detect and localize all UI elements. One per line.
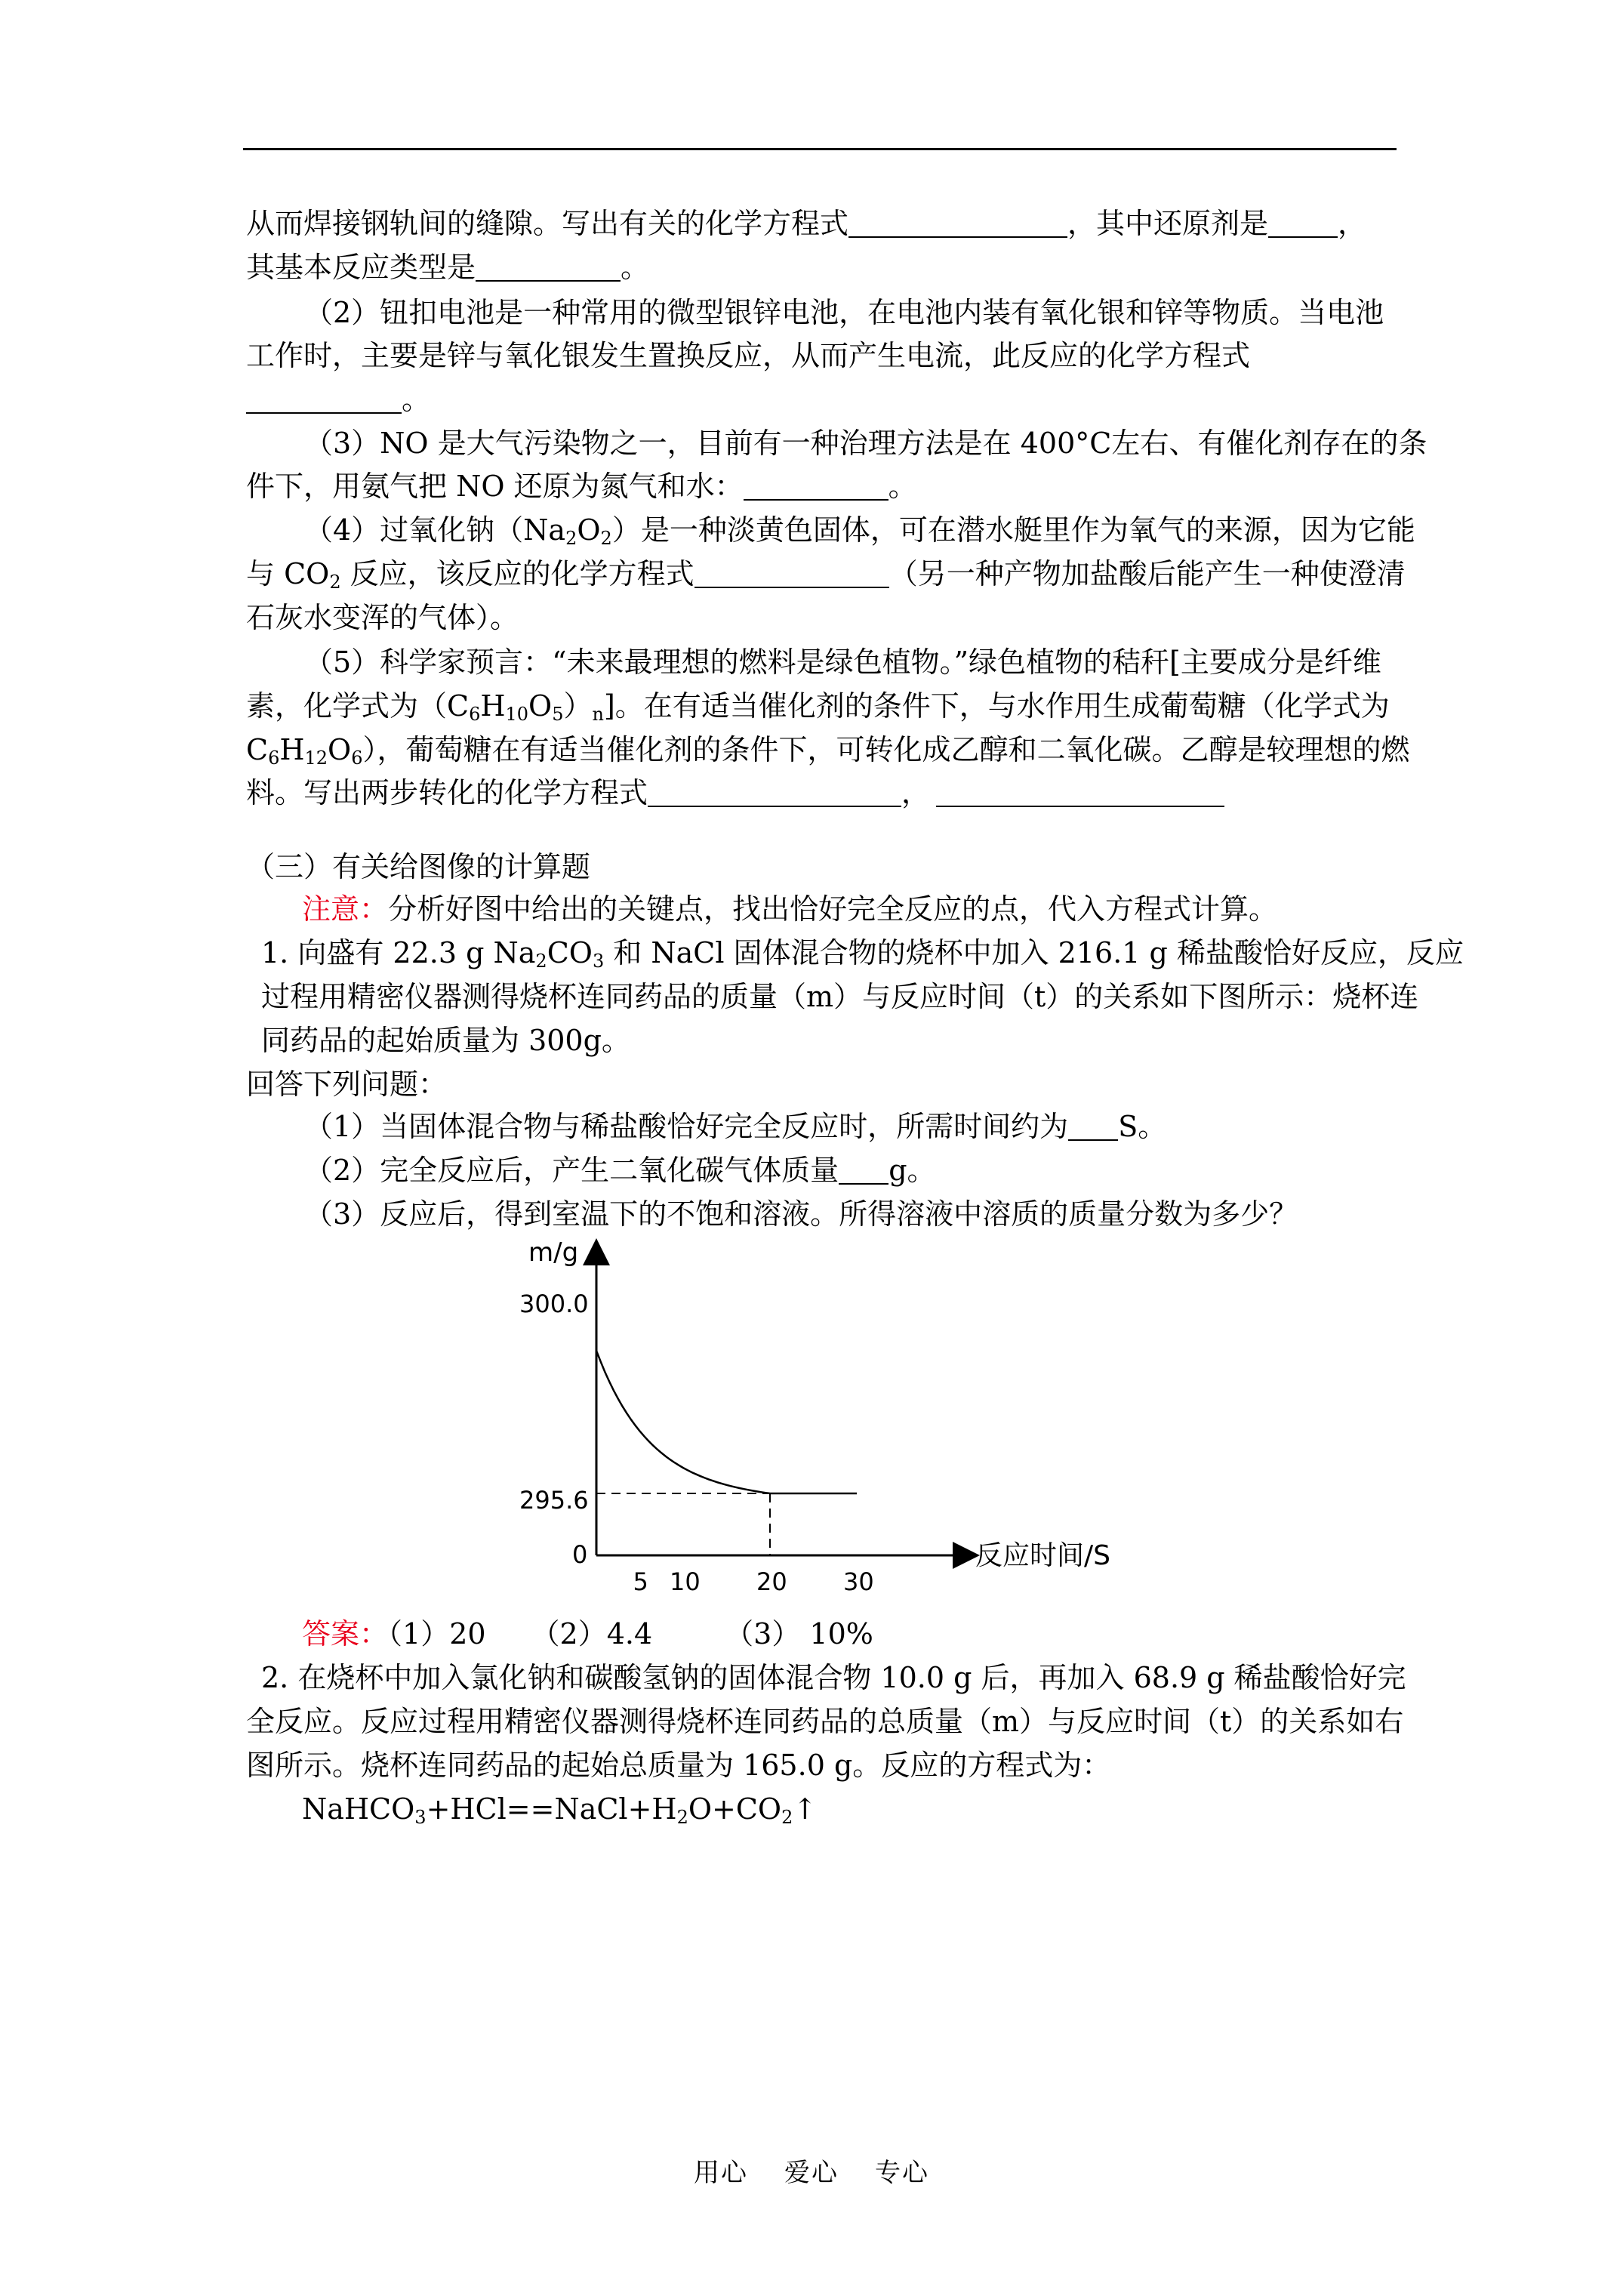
x-tick-label: 5 <box>633 1567 648 1596</box>
problem1-line1: 1. 向盛有 22.3 g $Na_2CO_3$ 和 NaCl 固体混合物的烧杯中加入 216.1 g 稀盐酸恰好反应，反应 <box>261 936 1464 972</box>
answer-blank <box>848 206 1067 238</box>
footer-word-1: 用心 <box>694 2158 748 2188</box>
q2-line3: 。 <box>246 381 430 418</box>
note-line: 注意：分析好图中给出的关键点，找出恰好完全反应的点，代入方程式计算。 <box>302 892 1278 926</box>
problem2-line3: 图所示。烧杯连同药品的起始总质量为 165.0 g。反应的方程式为： <box>246 1749 1111 1782</box>
sub-question-3: （3）反应后，得到室温下的不饱和溶液。所得溶液中溶质的质量分数为多少？ <box>304 1197 1298 1231</box>
sub-question-1: （1）当固体混合物与稀盐酸恰好完全反应时，所需时间约为 S。 <box>304 1110 1167 1143</box>
answer-blank <box>694 556 889 588</box>
sub-question-2: （2）完全反应后，产生二氧化碳气体质量 g。 <box>304 1154 936 1187</box>
q4-line1: （4）过氧化钠$(Na_2O_2)$是一种淡黄色固体，可在潜水艇里作为氧气的来源，因为它能 <box>304 513 1415 549</box>
problem1-line4: 回答下列问题： <box>246 1068 448 1101</box>
footer-word-2: 爱心 <box>784 2158 839 2188</box>
q5-line1: （5）科学家预言：“未来最理想的燃料是绿色植物。”绿色植物的秸秆[主要成分是纤维 <box>304 646 1381 679</box>
answer-blank <box>246 382 402 414</box>
q4-line2: 与 $CO_2$ 反应，该反应的化学方程式 （另一种产物加盐酸后能产生一种使澄清 <box>246 557 1406 593</box>
note-label: 注意： <box>302 892 389 926</box>
reaction-equation: $NaHCO_3+HCl==NaCl+H_2O+CO_2↑$ <box>302 1792 818 1828</box>
answer-blank <box>936 775 1224 807</box>
q5-line2: 素，化学式为$(C_6H_{10}O_5)_n$]。在有适当催化剂的条件下，与水作用生成葡萄糖（化学式为 <box>246 689 1390 725</box>
answer-blank <box>744 469 888 501</box>
x-tick-label: 30 <box>843 1567 874 1596</box>
y-axis-label: m/g <box>528 1237 579 1268</box>
q5-line4: 料。写出两步转化的化学方程式 ， <box>246 775 1224 811</box>
footer <box>0 2152 1623 2189</box>
answer-blank <box>1268 206 1338 238</box>
answer-blank <box>839 1153 888 1185</box>
q2-line1: （2）钮扣电池是一种常用的微型银锌电池，在电池内装有氧化银和锌等物质。当电池 <box>304 296 1384 329</box>
mass-time-chart <box>498 1237 1110 1601</box>
problem2-line2: 全反应。反应过程用精密仪器测得烧杯连同药品的总质量（m）与反应时间（t）的关系如右 <box>246 1705 1404 1738</box>
answer-blank <box>476 250 621 282</box>
para1-line2: 其基本反应类型是 。 <box>246 251 650 284</box>
answer-blank <box>1068 1109 1118 1141</box>
answer-blank <box>648 775 901 807</box>
answer-label: 答案： <box>302 1617 389 1650</box>
y-tick-label-0: 0 <box>572 1540 588 1569</box>
q3-line1: （3）NO 是大气污染物之一，目前有一种治理方法是在 400°C左右、有催化剂存在的条 <box>304 427 1427 460</box>
y-tick-label-295: 295.6 <box>519 1486 589 1515</box>
header-rule <box>243 148 1397 150</box>
section-heading: （三）有关给图像的计算题 <box>246 850 591 883</box>
footer-word-3: 专心 <box>875 2158 929 2188</box>
problem2-line1: 2. 在烧杯中加入氯化钠和碳酸氢钠的固体混合物 10.0 g 后，再加入 68.9 g 稀盐酸恰好完 <box>261 1661 1406 1694</box>
q5-line3: $C_6H_{12}O_6$），葡萄糖在有适当催化剂的条件下，可转化成乙醇和二氧化碳。乙醇是较理想的燃 <box>246 733 1410 769</box>
q3-line2: 件下，用氨气把 NO 还原为氮气和水： 。 <box>246 470 917 503</box>
mass-curve <box>596 1351 857 1493</box>
x-tick-label: 10 <box>670 1567 701 1596</box>
problem1-line3: 同药品的起始质量为 300g。 <box>261 1024 630 1057</box>
y-tick-label-300: 300.0 <box>519 1290 589 1318</box>
problem1-line2: 过程用精密仪器测得烧杯连同药品的质量（m）与反应时间（t）的关系如下图所示：烧杯连 <box>261 980 1419 1013</box>
para1-line1: 从而焊接钢轨间的缝隙。写出有关的化学方程式 ，其中还原剂是 ， <box>246 207 1367 240</box>
x-axis-label: 反应时间/S <box>975 1540 1110 1571</box>
q2-line2: 工作时，主要是锌与氧化银发生置换反应，从而产生电流，此反应的化学方程式 <box>246 339 1251 372</box>
x-tick-label: 20 <box>756 1567 787 1596</box>
answer-line: 答案：（1）20 （2）4.4 （3） 10% <box>302 1617 873 1650</box>
q4-line3: 石灰水变浑的气体）。 <box>246 601 519 634</box>
